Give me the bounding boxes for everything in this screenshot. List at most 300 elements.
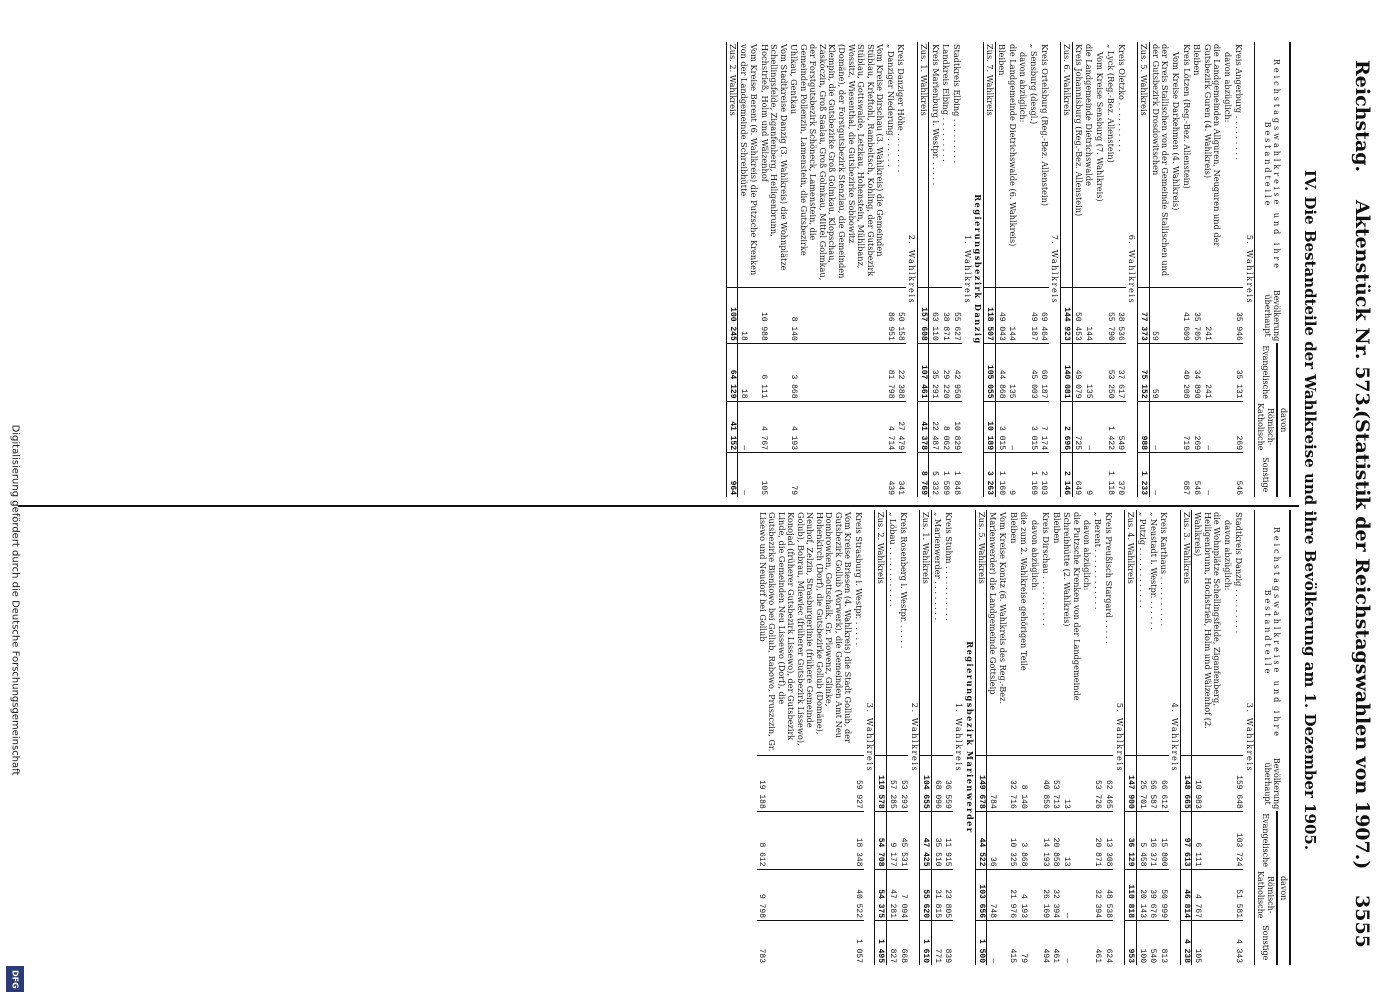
section-title: IV. Die Bestandteile der Wahlkreise und ihre Bevölkerung am 1. Dezember 1905. — [1301, 169, 1319, 851]
right-table-panel — [757, 510, 1291, 965]
other-cell — [1222, 453, 1233, 497]
evangelical-cell: 42 950 — [951, 343, 962, 401]
population-total-cell — [1094, 288, 1105, 343]
catholic-cell: 20 143 — [1136, 869, 1147, 921]
population-total-cell: 50 453 — [1072, 288, 1083, 343]
other-cell — [1029, 921, 1040, 965]
row-label: Kreis Johannisburg (Reg.-Bez. Allenstein) — [1073, 44, 1084, 217]
evangelical-cell: 64 129 — [726, 343, 738, 401]
population-total-cell: 53 713 — [1050, 756, 1061, 811]
population-total-cell: 13 — [1061, 756, 1081, 811]
evangelical-cell: 6 111 — [759, 343, 789, 401]
catholic-cell: 103 656 — [975, 869, 987, 921]
catholic-cell — [1081, 869, 1092, 921]
evangelical-cell: 54 708 — [875, 811, 887, 869]
column-divider — [18, 505, 1299, 507]
catholic-cell: 549 — [1115, 401, 1126, 453]
evangelical-cell — [1029, 811, 1040, 869]
catholic-cell: 21 976 — [1008, 869, 1019, 921]
row-label: Kreis Rosenberg i. Westpr. . . . . . — [898, 512, 909, 649]
catholic-cell: 4 193 — [788, 401, 884, 453]
other-cell: 649 — [1072, 453, 1083, 497]
row-label: Vom Stadtkreise Danzig (3. Wahlkreis) die Wohnplätze Schellingsfelde, Ziganfenberg, Heiligenbrunn, Hochstrieß, Holm und Wälzenhof — [759, 44, 789, 271]
catholic-cell: 23 805 — [943, 869, 954, 921]
other-cell: — — [1202, 453, 1222, 497]
total-row — [1060, 42, 1072, 497]
evangelical-cell: 81 798 — [885, 343, 896, 401]
other-cell: 1 057 — [853, 921, 864, 965]
population-total-cell: 144 — [1006, 288, 1017, 343]
section-heading: 3. Wahlkreis — [864, 702, 875, 773]
row-label: „ Marienwerder . . . . . . . . — [932, 512, 943, 621]
population-total-cell — [1170, 288, 1181, 343]
population-total-cell: 63 110 — [929, 288, 940, 343]
other-cell: 1 233 — [1137, 453, 1149, 497]
row-label: davon abzüglich: — [1223, 520, 1234, 591]
catholic-cell: 4 767 — [759, 401, 789, 453]
population-total-cell — [1029, 756, 1040, 811]
catholic-cell: 41 152 — [726, 401, 738, 453]
table-row — [940, 42, 951, 497]
other-cell: 1 495 — [875, 921, 887, 965]
evangelical-cell: 29 220 — [940, 343, 951, 401]
catholic-cell: — — [1061, 869, 1081, 921]
evangelical-cell: 22 388 — [895, 343, 906, 401]
evangelical-cell: 45 531 — [898, 811, 909, 869]
table-row — [1092, 510, 1103, 965]
table-row — [1083, 42, 1094, 497]
row-label: Vom Kreise Sensburg (7. Wahlkreis) — [1095, 52, 1106, 202]
row-label: Kreis Marienburg i. Westpr. . . . . . — [930, 44, 941, 186]
section-heading-row — [1244, 42, 1255, 497]
row-label: „ Sensburg (desgl.) — [1028, 44, 1039, 125]
total-row — [1137, 42, 1149, 497]
section-heading: 2. Wahlkreis — [909, 702, 920, 773]
other-cell: 4 238 — [1180, 921, 1192, 965]
table-row — [1158, 510, 1169, 965]
other-cell: — — [1061, 921, 1081, 965]
row-label: davon abzüglich: — [1030, 520, 1041, 591]
evangelical-cell — [1222, 811, 1233, 869]
catholic-cell: — — [1149, 401, 1170, 453]
catholic-cell: 51 581 — [1233, 869, 1244, 921]
row-label: die Putzsche Krenken von der Landgemeinde Schreibhütte (2. Wahlkreis) — [1062, 512, 1082, 701]
table-row — [1136, 510, 1147, 965]
evangelical-cell: 53 250 — [1105, 343, 1116, 401]
catholic-cell: 719 — [1180, 401, 1191, 453]
catholic-cell: 269 — [1191, 401, 1202, 453]
other-cell: 494 — [1040, 921, 1051, 965]
table-row — [898, 510, 909, 965]
row-label: Stadtkreis Danzig . . . . . . . . . — [1233, 512, 1244, 634]
row-label: davon abzüglich: — [1018, 52, 1029, 123]
population-total-cell: 38 536 — [1115, 288, 1126, 343]
total-row — [917, 42, 929, 497]
evangelical-cell: 6 111 — [1192, 811, 1222, 869]
row-label: Landkreis Elbing . . . . . . . . . — [941, 44, 952, 162]
table-row — [1017, 42, 1028, 497]
table-row — [1105, 42, 1116, 497]
other-cell: 953 — [1125, 921, 1137, 965]
population-total-cell: 18 — [738, 288, 759, 343]
evangelical-cell: 36 129 — [1125, 811, 1137, 869]
catholic-cell: 27 479 — [895, 401, 906, 453]
other-cell: 100 — [1136, 921, 1147, 965]
other-cell: 5 332 — [929, 453, 940, 497]
row-label: Kreis Preußisch Stargard . . . . . — [1103, 512, 1114, 644]
row-label: Kreis Stuhm . . . . . . . . . . . — [943, 512, 954, 621]
population-total-cell: 57 285 — [887, 756, 898, 811]
table-row — [1081, 510, 1092, 965]
other-cell: 439 — [885, 453, 896, 497]
evangelical-cell: 35 291 — [929, 343, 940, 401]
evangelical-cell: 13 308 — [1103, 811, 1114, 869]
section-heading: 2. Wahlkreis — [907, 234, 918, 305]
evangelical-cell — [1094, 343, 1105, 401]
row-label: Bleiben — [1051, 512, 1062, 544]
other-cell: 783 — [757, 921, 853, 965]
row-label: davon abzüglich: — [1082, 520, 1093, 591]
evangelical-cell: 5 458 — [1136, 811, 1147, 869]
table-row — [885, 42, 896, 497]
catholic-cell: 8 062 — [940, 401, 951, 453]
other-cell — [1081, 921, 1092, 965]
other-cell: 9 — [1083, 453, 1094, 497]
catholic-cell: 22 487 — [929, 401, 940, 453]
table-row — [1018, 510, 1029, 965]
table-row — [995, 42, 1006, 497]
row-label: Vom Kreise Dirschau (3. Wahlkreis) die Gemeinden Stüblau, Krieftohl, Rambeltsch, Kohling, der Gutsbezirk Stüblau, Gottswalde, Letzkau, Hohenstein, Mühlbanz, Wossitz, Wiesenthal, die Gutsbezirke Sobbowitz (Domäne), der Forstgutsbezirk Stenzlau, die Gemeinden Klempin, die Gutsbezirke Groß Golmkau, Klopschau, Zaskoczin, Groß Saalau, Groß Golmkau, Mittel Golmkau, der Forstgutsbezirk Schöneck, Lamenstein, die Gemeinden Pollenzin, Lamenstein, die Gutsbezirke Uhlkau, Gentkau — [789, 44, 886, 281]
catholic-cell: 32 394 — [1092, 869, 1103, 921]
table-row — [1170, 42, 1181, 497]
other-cell: — — [738, 453, 759, 497]
catholic-cell — [1170, 401, 1181, 453]
row-label: Vom Kreise Briesen (4. Wahlkreis) die Stadt Gollub, der Gutsbezirk Gollub (Vorwerk), die Gemeinden Amt Neu Dombrowken, Gottschalk, Gr. Plowenz, Glinke, Hohenkirch (Dorf), die Gutsbezirke Gollub (Domäne), Neuhof, Zelzin, Strasburgerlinie (frühere Gemeinde Golub), Bobrau, Mlewiec (früherer Gutsbezirk Lissewo), Konojad (früherer Gutsbezirk Lissewo), der Gutsbezirk Linde, die Gemeinden Neu Lissewo (Dorf), die Gutsbezirke Bienkowo bei Gollub, Rabowo, Pruszczin, Gr. Lisewo und Neudorf bei Gollub — [757, 512, 854, 752]
row-label: Zus. 1. Wahlkreis — [917, 42, 929, 288]
evangelical-cell: 44 522 — [975, 811, 987, 869]
row-label: „ Putzig . . . . . . . . . . . . — [1137, 512, 1148, 608]
table-row — [1233, 510, 1244, 965]
population-total-cell: 35 946 — [1233, 288, 1244, 343]
total-row — [1180, 510, 1192, 965]
evangelical-cell: 44 868 — [995, 343, 1006, 401]
total-row — [975, 510, 987, 965]
section-heading: 1. Wahlkreis — [962, 234, 973, 305]
evangelical-cell: 140 081 — [1060, 343, 1072, 401]
population-total-cell: 38 871 — [940, 288, 951, 343]
evangelical-cell — [1222, 343, 1233, 401]
population-total-cell: 110 578 — [875, 756, 887, 811]
catholic-cell — [1017, 401, 1028, 453]
evangelical-cell: 15 800 — [1158, 811, 1169, 869]
catholic-cell: — — [1083, 401, 1094, 453]
evangelical-cell: 40 208 — [1180, 343, 1191, 401]
other-cell: 839 — [943, 921, 954, 965]
catholic-cell: 110 818 — [1125, 869, 1137, 921]
row-label: Zus. 7. Wahlkreis — [984, 42, 996, 288]
section-heading-row — [864, 510, 875, 965]
evangelical-cell: 8 612 — [757, 811, 853, 869]
evangelical-cell — [1081, 811, 1092, 869]
section-heading-row — [1244, 510, 1255, 965]
population-total-cell: 10 988 — [759, 288, 789, 343]
population-total-cell: 56 587 — [1148, 756, 1159, 811]
row-label: Vom Kreise Berent (6. Wahlkreis) die Putzsche Krenken von der Landgemeinde Schreibhütte — [739, 44, 759, 276]
table-row — [1029, 510, 1040, 965]
section-heading: Regierungsbezirk Marienwerder — [965, 641, 976, 834]
other-cell: 1 160 — [995, 453, 1006, 497]
header-middle: Aktenstück Nr. 573. — [1351, 200, 1373, 413]
other-cell: 624 — [1103, 921, 1114, 965]
row-label: Zus. 3. Wahlkreis — [1180, 510, 1192, 756]
population-total-cell — [1081, 756, 1092, 811]
population-total-cell: 19 188 — [757, 756, 853, 811]
population-total-cell: 53 726 — [1092, 756, 1103, 811]
total-row — [920, 510, 932, 965]
catholic-cell: 55 620 — [920, 869, 932, 921]
table-row — [1103, 510, 1114, 965]
section-heading-row — [964, 510, 975, 965]
page-header — [1345, 60, 1379, 948]
table-row — [1072, 42, 1083, 497]
row-label: Bleiben — [996, 44, 1007, 76]
other-cell: 813 — [1158, 921, 1169, 965]
catholic-cell: 41 378 — [917, 401, 929, 453]
footer-text: Digitalisierung gefördert durch die Deutsche Forschungsgemeinschaft — [9, 424, 21, 776]
population-total-cell — [1017, 288, 1028, 343]
col-header-sonst: Sonstige — [1255, 921, 1277, 965]
other-cell: 461 — [1092, 921, 1103, 965]
table-row — [1050, 510, 1061, 965]
catholic-cell: 7 094 — [898, 869, 909, 921]
row-label: Kreis Danziger Höhe . . . . . . . . — [896, 44, 907, 173]
table-row — [1180, 42, 1191, 497]
population-total-cell: 49 187 — [1028, 288, 1039, 343]
catholic-cell — [1094, 401, 1105, 453]
catholic-cell: 4 193 — [1018, 869, 1029, 921]
catholic-cell: 32 394 — [1050, 869, 1061, 921]
other-cell: 79 — [1018, 921, 1029, 965]
table-row — [1039, 42, 1050, 497]
evangelical-cell: 20 871 — [1092, 811, 1103, 869]
evangelical-cell: 135 — [1006, 343, 1017, 401]
other-cell: 540 — [1148, 921, 1159, 965]
table-row — [1149, 42, 1170, 497]
population-total-cell: 53 293 — [898, 756, 909, 811]
catholic-cell: 988 — [1137, 401, 1149, 453]
population-total-cell: 144 923 — [1060, 288, 1072, 343]
population-total-cell: 159 648 — [1233, 756, 1244, 811]
row-label: „ Danziger Niederung . . . . . . — [885, 44, 896, 167]
catholic-cell: 10 189 — [984, 401, 996, 453]
table-row — [1008, 510, 1019, 965]
other-cell: 546 — [1191, 453, 1202, 497]
other-cell: 1 500 — [975, 921, 987, 965]
other-cell: 461 — [1050, 921, 1061, 965]
row-label: Kreis Strasburg i. Westpr. . . . . . — [854, 512, 865, 646]
catholic-cell: 1 422 — [1105, 401, 1116, 453]
population-total-cell: 118 507 — [984, 288, 996, 343]
row-label: Bleiben — [1192, 44, 1203, 76]
population-total-cell: 25 701 — [1136, 756, 1147, 811]
header-right: (Statistik der Reichstagswahlen von 1907.) — [1351, 410, 1373, 870]
population-total-cell: 59 — [1149, 288, 1170, 343]
col-header-total: Bevölkerung überhaupt — [1255, 756, 1290, 811]
evangelical-cell: 13 — [1061, 811, 1081, 869]
row-label: Zus. 2. Wahlkreis — [726, 42, 738, 288]
row-label: „ Lyck (Reg.-Bez. Allenstein) — [1105, 44, 1116, 163]
row-label: Zus. 6. Wahlkreis — [1060, 42, 1072, 288]
other-cell: 771 — [931, 921, 942, 965]
section-heading-row — [1169, 510, 1180, 965]
population-total-cell: 62 465 — [1103, 756, 1114, 811]
row-label: Zus. 5. Wahlkreis — [1137, 42, 1149, 288]
left-table — [726, 42, 1291, 497]
col-header-kath: Römisch-Katholische — [1256, 871, 1275, 919]
row-label: Kreis Dirschau . . . . . . . . . . — [1040, 512, 1051, 626]
evangelical-cell: 97 613 — [1180, 811, 1192, 869]
other-cell: 964 — [726, 453, 738, 497]
catholic-cell: 7 174 — [1039, 401, 1050, 453]
table-row — [788, 42, 884, 497]
table-row — [1115, 42, 1126, 497]
catholic-cell: 3 015 — [995, 401, 1006, 453]
evangelical-cell: 18 348 — [853, 811, 864, 869]
section-heading: Regierungsbezirk Danzig — [973, 194, 984, 345]
evangelical-cell: 135 — [1083, 343, 1094, 401]
col-header-sonst: Sonstige — [1255, 453, 1277, 497]
evangelical-cell: 10 325 — [1008, 811, 1019, 869]
col-header-kath: Römisch-Katholische — [1256, 403, 1275, 451]
population-total-cell: 77 373 — [1137, 288, 1149, 343]
evangelical-cell: 3 868 — [788, 343, 884, 401]
population-total-cell: 41 609 — [1180, 288, 1191, 343]
other-cell: — — [1149, 453, 1170, 497]
row-label: Zus. 4. Wahlkreis — [1125, 510, 1137, 756]
other-cell: 105 — [1192, 921, 1222, 965]
section-heading: 6. Wahlkreis — [1127, 234, 1138, 305]
evangelical-cell: 241 — [1202, 343, 1222, 401]
table-row — [929, 42, 940, 497]
catholic-cell: 46 814 — [1180, 869, 1192, 921]
other-cell: 827 — [887, 921, 898, 965]
col-header-davon: davon — [1277, 811, 1290, 965]
table-row — [951, 42, 962, 497]
catholic-cell — [1222, 869, 1233, 921]
other-cell: 105 — [759, 453, 789, 497]
population-total-cell: 10 983 — [1192, 756, 1222, 811]
population-total-cell: 40 856 — [1040, 756, 1051, 811]
population-total-cell: 104 655 — [920, 756, 932, 811]
row-label: davon abzüglich: — [1223, 52, 1234, 123]
catholic-cell: 31 815 — [931, 869, 942, 921]
row-label: Kreis Oletzko . . . . . . . . . . — [1116, 44, 1127, 153]
catholic-cell: 748 — [987, 869, 1008, 921]
catholic-cell: 725 — [1072, 401, 1083, 453]
other-cell: 4 343 — [1233, 921, 1244, 965]
row-label: Kreis Karthaus . . . . . . . . . . — [1159, 512, 1170, 627]
table-row — [1192, 510, 1222, 965]
header-left: Reichstag. — [1351, 60, 1373, 173]
table-row — [943, 510, 954, 965]
evangelical-cell: 47 425 — [920, 811, 932, 869]
row-label: „ Berent . . . . . . . . . . . . — [1093, 512, 1104, 610]
table-row — [1191, 42, 1202, 497]
row-label: „ Neustadt i. Westpr. . . . . . . — [1148, 512, 1159, 630]
row-label: die Landgemeinde Dietrichswalde — [1084, 44, 1095, 186]
table-row — [853, 510, 864, 965]
evangelical-cell: 45 003 — [1028, 343, 1039, 401]
table-row — [759, 42, 789, 497]
col-header-davon: davon — [1277, 343, 1290, 497]
row-label: Zus. 1. Wahlkreis — [920, 510, 932, 756]
population-total-cell: 35 705 — [1191, 288, 1202, 343]
row-label: die Wohnplätze Schellingsfelde, Ziganfenberg, Heiligenbrunn, Hochstrieß, Holm und Wälzenhof (2. Wahlkreis) — [1193, 512, 1223, 729]
total-row — [726, 42, 738, 497]
catholic-cell: 47 281 — [887, 869, 898, 921]
catholic-cell: 40 522 — [853, 869, 864, 921]
other-cell: 415 — [1008, 921, 1019, 965]
section-heading-row — [1126, 42, 1137, 497]
catholic-cell: 39 676 — [1148, 869, 1159, 921]
section-heading-row — [1049, 42, 1060, 497]
table-row — [1028, 42, 1039, 497]
row-label: Kreis Angerburg . . . . . . . . . — [1233, 44, 1244, 161]
other-cell: 1 118 — [1105, 453, 1116, 497]
evangelical-cell — [1017, 343, 1028, 401]
evangelical-cell: 105 055 — [984, 343, 996, 401]
population-total-cell: 55 790 — [1105, 288, 1116, 343]
row-label: Vom Kreise Darkehmen (4. Wahlkreis) — [1170, 52, 1181, 211]
catholic-cell: 3 015 — [1028, 401, 1039, 453]
other-cell: — — [987, 921, 1008, 965]
evangelical-cell: 59 — [1149, 343, 1170, 401]
population-total-cell: 100 245 — [726, 288, 738, 343]
row-label: Kreis Lötzen (Reg.-Bez. Allenstein) — [1181, 44, 1192, 189]
other-cell: 1 848 — [951, 453, 962, 497]
table-row — [1040, 510, 1051, 965]
page-number: 3555 — [1351, 895, 1373, 948]
table-row — [1233, 42, 1244, 497]
catholic-cell: 269 — [1233, 401, 1244, 453]
section-heading-row — [962, 42, 973, 497]
row-label: der Kreis Stallischen von der Gemeinde Stallischen und der Gutsbezirk Drosdowitschen — [1150, 44, 1171, 277]
table-row — [887, 510, 898, 965]
col-header-total: Bevölkerung überhaupt — [1255, 288, 1290, 343]
catholic-cell: 10 829 — [951, 401, 962, 453]
population-total-cell: 55 627 — [951, 288, 962, 343]
other-cell: 79 — [788, 453, 884, 497]
evangelical-cell: 103 724 — [1233, 811, 1244, 869]
population-total-cell — [1222, 756, 1233, 811]
table-row — [931, 510, 942, 965]
col-header-name: Reichstagswahlkreise und ihre Bestandteile — [1255, 42, 1290, 288]
catholic-cell: 4 767 — [1192, 869, 1222, 921]
evangelical-cell: 75 152 — [1137, 343, 1149, 401]
catholic-cell: — — [1202, 401, 1222, 453]
table-row — [895, 42, 906, 497]
population-total-cell: 241 — [1202, 288, 1222, 343]
population-total-cell: 148 665 — [1180, 756, 1192, 811]
population-total-cell: 50 158 — [895, 288, 906, 343]
catholic-cell: — — [1006, 401, 1017, 453]
evangelical-cell: 3 868 — [1018, 811, 1029, 869]
evangelical-cell: 34 890 — [1191, 343, 1202, 401]
section-heading-row — [1113, 510, 1124, 965]
row-label: Kreis Ortelsburg (Reg.-Bez. Allenstein) — [1039, 44, 1050, 207]
row-label: die Landgemeinde Dietrichswalde (6. Wahlkreis) — [1007, 44, 1018, 247]
section-heading: 5. Wahlkreis — [1114, 702, 1125, 773]
